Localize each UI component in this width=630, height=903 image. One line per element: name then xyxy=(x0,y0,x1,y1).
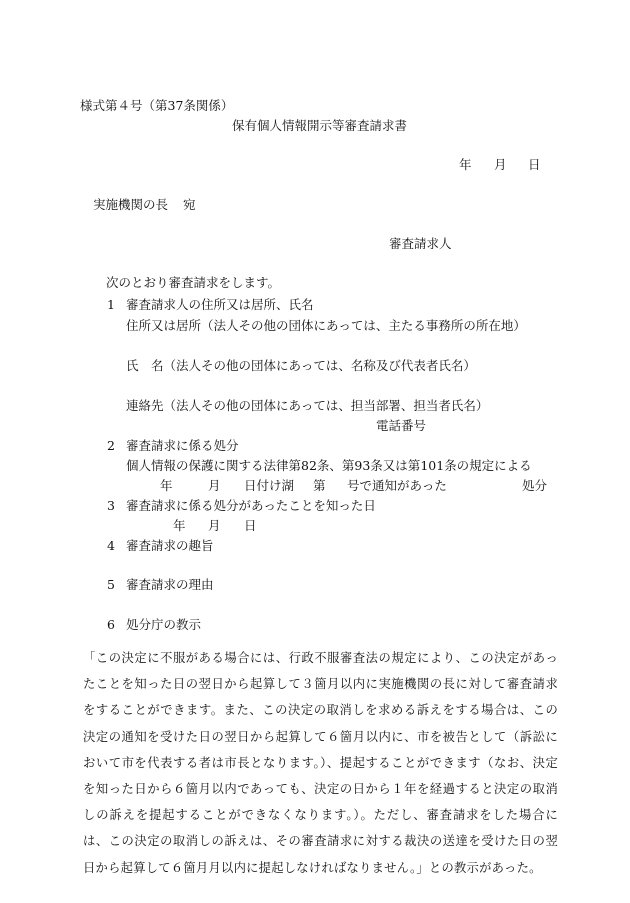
item-3-number: 3 xyxy=(107,498,115,513)
intro-text: 次のとおり審査請求をします。 xyxy=(106,275,281,290)
date-month-label: 月 xyxy=(494,157,507,172)
item-1-address-line: 住所又は居所（法人その他の団体にあっては、主たる事務所の所在地） xyxy=(126,318,526,333)
item-5-number: 5 xyxy=(107,577,115,592)
item-3-date-year: 年 xyxy=(173,518,186,533)
item-1-name-line: 氏 名（法人その他の団体にあっては、名称及び代表者氏名） xyxy=(126,358,476,373)
item-2-heading: 審査請求に係る処分 xyxy=(126,438,239,453)
item-1-phone-label: 電話番号 xyxy=(376,418,427,433)
item-6-number: 6 xyxy=(107,617,115,632)
item-1-number: 1 xyxy=(107,297,115,312)
item-2-law-line: 個人情報の保護に関する法律第82条、第93条又は第101条の規定による xyxy=(126,458,532,473)
item-3-date-day: 日 xyxy=(244,518,257,533)
form-number: 様式第４号（第37条関係） xyxy=(80,98,234,113)
item-3-date-month: 月 xyxy=(208,518,221,533)
item-4-heading: 審査請求の趣旨 xyxy=(126,538,214,553)
requester-label: 審査請求人 xyxy=(389,236,452,251)
item-2-date-year: 年 xyxy=(160,478,173,493)
item-2-disposition-label: 処分 xyxy=(522,478,548,493)
item-2-date-day: 日付け湖 xyxy=(244,478,295,493)
item-2-date-month: 月 xyxy=(208,478,221,493)
item-6-instruction-text: 「この決定に不服がある場合には、行政不服審査法の規定により、この決定があったことを知った日の翌日から起算して３箇月以内に実施機関の長に対して審査請求をすることができます。また、この決定の取消しを求める訴えをする場合は、この決定の通知を受けた日の翌日から起算して６箇月以内に、市を被告として（訴訟において市を代表する者は市長となります。）、提起することができます（なお、決定を知った日から６箇月以内であっても、決定の日から１年を経過すると決定の取消しの訴えを提起することができなくなります。）。ただし、審査請求をした場合には、この決定の取消しの訴えは、その審査請求に対する裁決の送達を受けた日の翌日から起算して６箇月月以内に提起しなければなりません。」との教示があった。 xyxy=(83,651,558,875)
date-day-label: 日 xyxy=(528,157,541,172)
item-2-notice-text: 号で通知があった xyxy=(347,478,447,493)
item-6-heading: 処分庁の教示 xyxy=(126,617,202,632)
addressee-label: 実施機関の長 xyxy=(93,197,169,212)
item-5-heading: 審査請求の理由 xyxy=(126,577,214,592)
item-4-number: 4 xyxy=(107,538,115,553)
addressee-suffix: 宛 xyxy=(183,197,196,212)
item-1-contact-line: 連絡先（法人その他の団体にあっては、担当部署、担当者氏名） xyxy=(126,398,489,413)
item-2-number: 2 xyxy=(107,438,115,453)
date-year-label: 年 xyxy=(459,157,472,172)
document-title: 保有個人情報開示等審査請求書 xyxy=(232,118,408,133)
item-3-heading: 審査請求に係る処分があったことを知った日 xyxy=(126,498,376,513)
item-1-heading: 審査請求人の住所又は居所、氏名 xyxy=(126,297,314,312)
item-2-number-prefix: 第 xyxy=(313,478,326,493)
